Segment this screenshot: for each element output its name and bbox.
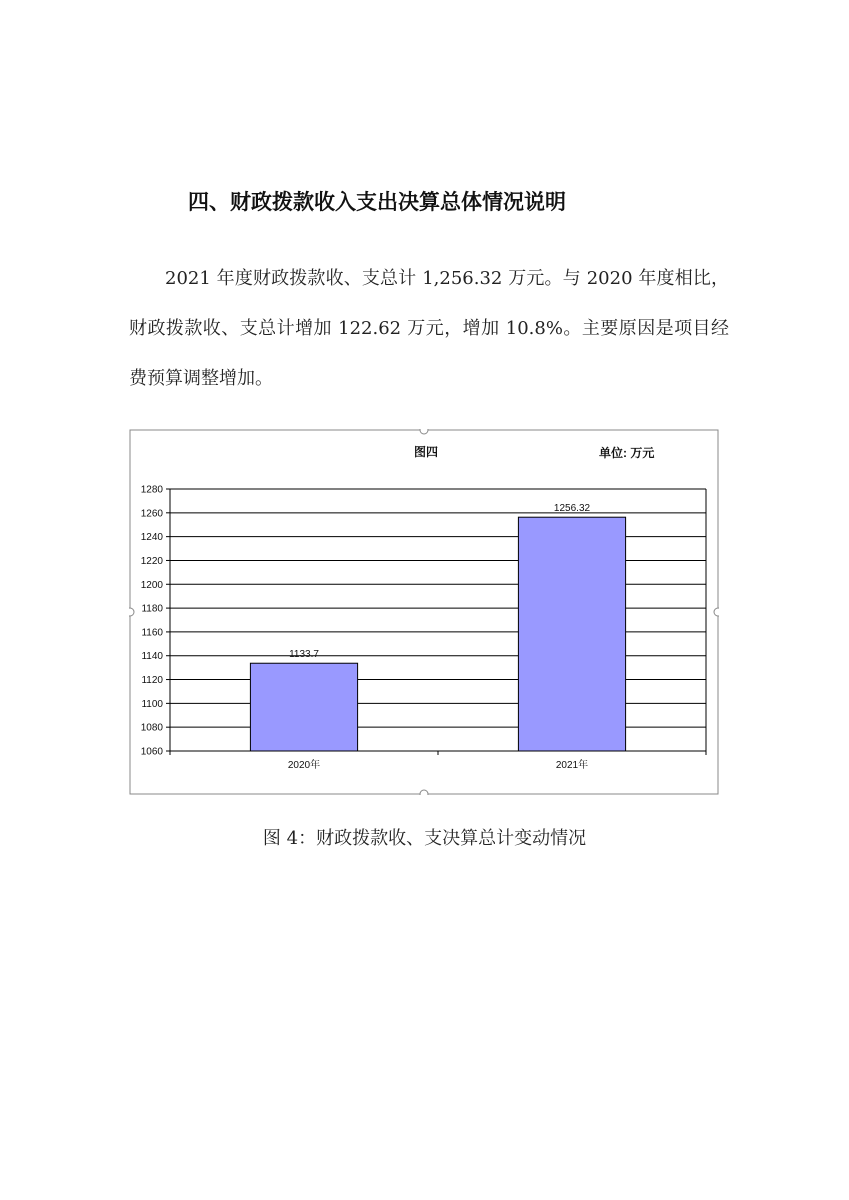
bar xyxy=(250,663,357,751)
frame-handle-bottom xyxy=(420,790,428,795)
x-tick-label: 2020年 xyxy=(287,760,321,771)
bar-value-label: 1133.7 xyxy=(289,649,319,661)
bar-chart xyxy=(129,429,719,795)
y-tick-label: 1060 xyxy=(140,746,163,758)
y-tick-label: 1280 xyxy=(140,484,163,496)
x-tick-label: 2021年 xyxy=(555,760,589,771)
paragraph-text: 2021 年度财政拨款收、支总计 1,256.32 万元。与 2020 年度相比，财政拨款收、支总计增加 122.62 万元，增加 10.8%。主要原因是项目经费预算调整增加。 xyxy=(129,268,729,389)
y-tick-label: 1160 xyxy=(141,627,163,639)
chart-unit-label: 单位: 万元 xyxy=(599,446,655,460)
y-tick-label: 1240 xyxy=(140,532,163,544)
y-tick-label: 1080 xyxy=(140,722,163,734)
body-paragraph xyxy=(129,254,729,404)
section-heading: 四、财政拨款收入支出决算总体情况说明 xyxy=(188,190,566,214)
y-tick-label: 1180 xyxy=(141,603,163,615)
y-tick-label: 1140 xyxy=(141,651,163,663)
figure-caption: 图 4：财政拨款收、支决算总计变动情况 xyxy=(262,828,587,849)
y-tick-label: 1220 xyxy=(140,555,163,567)
bar-value-label: 1256.32 xyxy=(553,503,591,515)
y-tick-label: 1120 xyxy=(141,675,163,687)
plot-area xyxy=(141,485,706,772)
chart-title: 图四 xyxy=(413,445,439,459)
frame-handle-top xyxy=(420,429,428,434)
chart-container xyxy=(129,429,719,795)
bar xyxy=(518,517,625,751)
frame-handle-right xyxy=(714,608,719,616)
y-tick-label: 1200 xyxy=(140,579,163,591)
frame-handle-left xyxy=(129,608,134,616)
y-tick-label: 1260 xyxy=(140,508,163,520)
y-tick-label: 1100 xyxy=(141,698,163,710)
